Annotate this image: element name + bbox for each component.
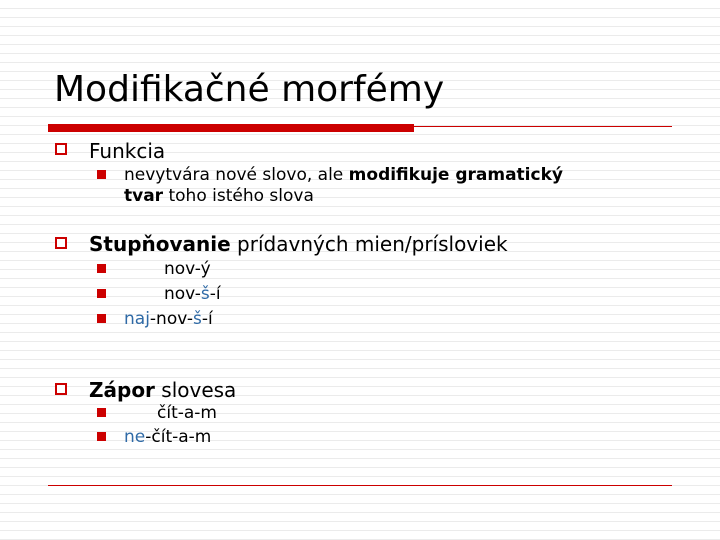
morpheme-root: nov- [164,284,201,304]
footer-rule [48,485,672,486]
hollow-square-bullet-icon [55,143,67,155]
title-underline-thin [414,126,672,127]
funkcia-item-bold: modifikuje gramatický [348,165,563,185]
heading-bold-term: Stupňovanie [89,232,231,256]
funkcia-item-text-2: toho istého slova [163,186,314,206]
section-heading-zapor [89,378,236,402]
filled-square-bullet-icon [97,314,106,323]
funkcia-item-line-1 [124,165,563,185]
title-underline-thick [48,124,414,132]
morpheme-prefix: ne [124,427,146,447]
funkcia-item-bold-2: tvar [124,186,164,206]
filled-square-bullet-icon [97,170,106,179]
filled-square-bullet-icon [97,264,106,273]
morpheme-ending: -í [209,284,221,304]
section-heading-funkcia: Funkcia [89,139,166,163]
morpheme-ending: -í [201,309,213,329]
filled-square-bullet-icon [97,432,106,441]
filled-square-bullet-icon [97,289,106,298]
hollow-square-bullet-icon [55,383,67,395]
hollow-square-bullet-icon [55,237,67,249]
list-item-negated-verb [124,427,211,447]
morpheme-root: -nov- [149,309,193,329]
morpheme-suffix: š [192,309,202,329]
list-item-comparative [164,284,221,304]
heading-rest: slovesa [154,378,237,402]
section-heading-stupnovanie [89,232,508,256]
filled-square-bullet-icon [97,408,106,417]
heading-rest: prídavných mien/prísloviek [230,232,508,256]
heading-bold-term: Zápor [89,378,155,402]
morpheme-prefix: naj [124,309,150,329]
list-item-superlative [124,309,213,329]
funkcia-item-line-2 [124,186,314,206]
funkcia-item-text: nevytvára nové slovo, ale [124,165,349,185]
list-item-positive: nov-ý [164,259,211,279]
slide-title: Modifikačné morfémy [54,69,445,110]
morpheme-rest: -čít-a-m [145,427,212,447]
morpheme-suffix: š [200,284,210,304]
list-item-verb: čít-a-m [157,403,217,423]
